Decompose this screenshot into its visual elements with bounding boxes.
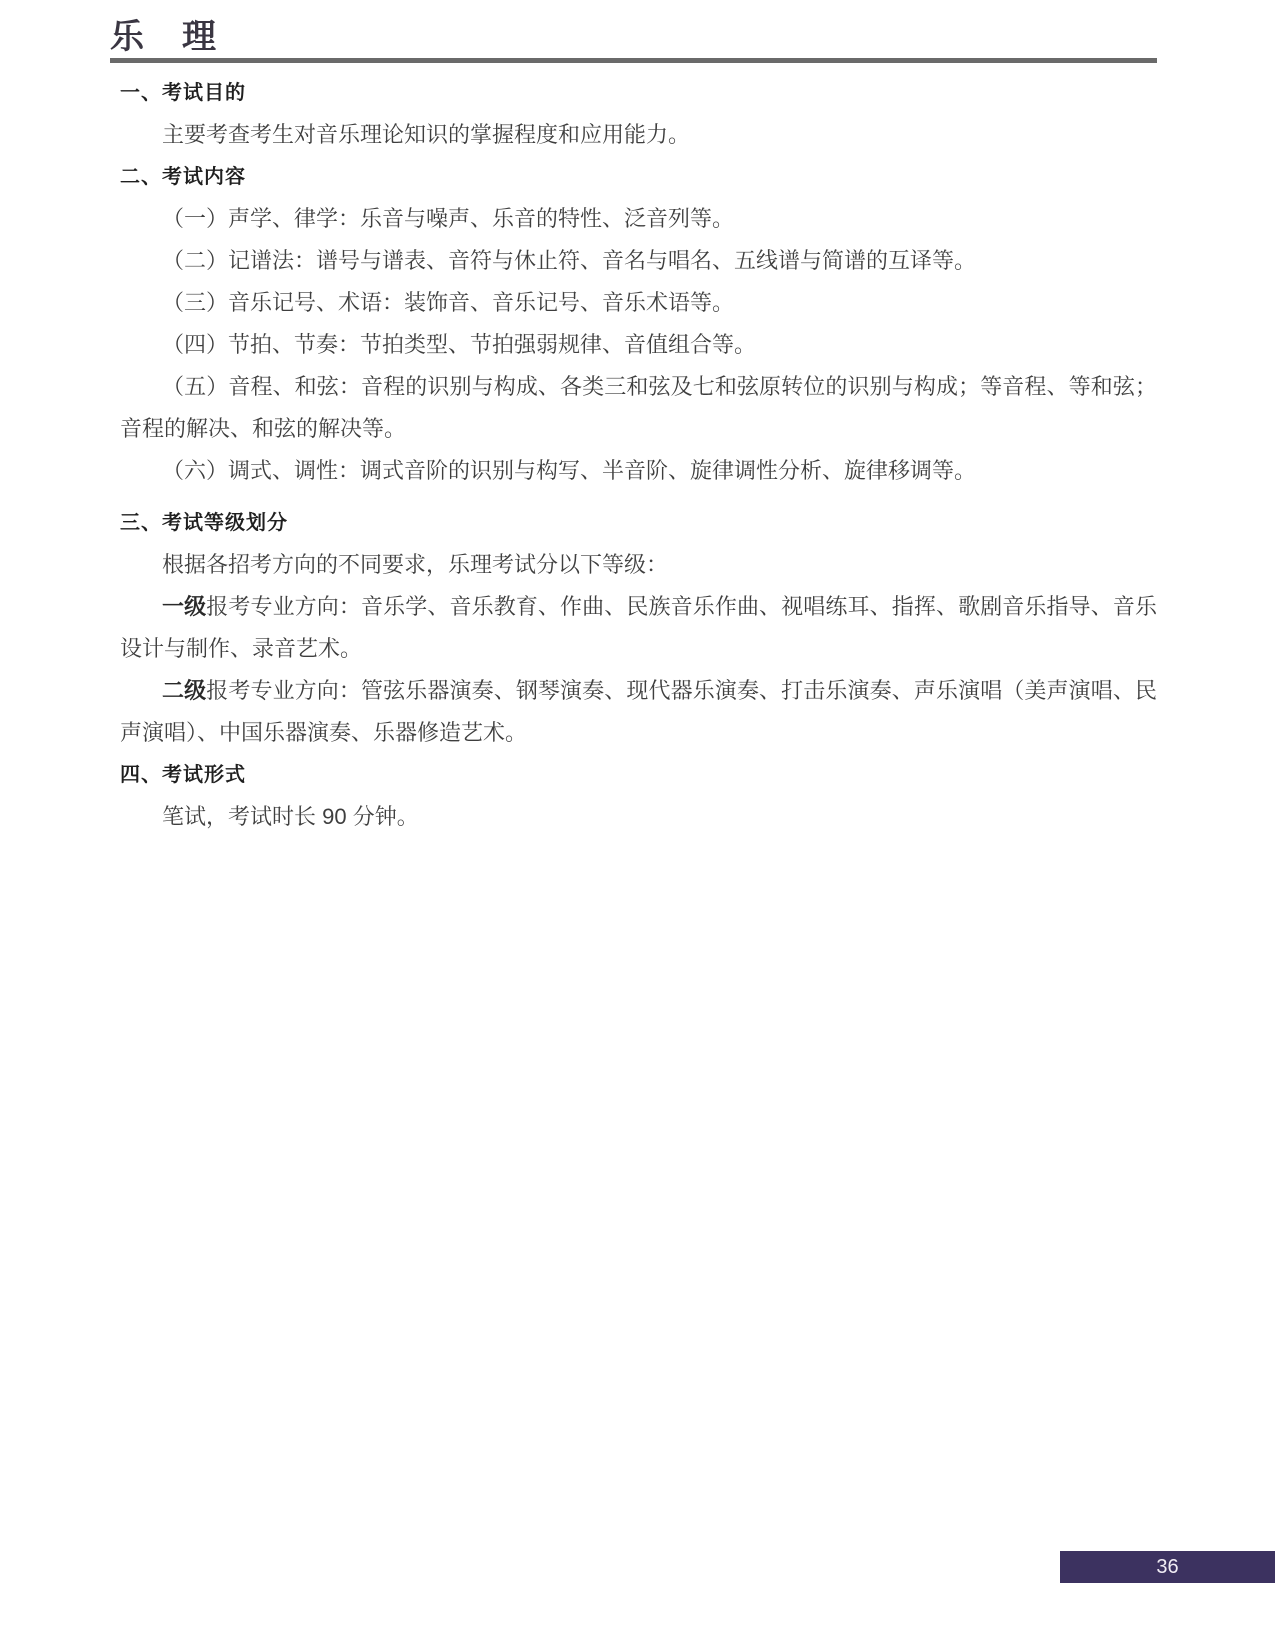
list-item-meter-rhythm: （四）节拍、节奏：节拍类型、节拍强弱规律、音值组合等。 [162,332,757,357]
level-one-label: 一级 [162,594,207,619]
section-heading-exam-levels: 三、考试等级划分 [120,512,288,534]
level-two-label: 二级 [162,678,207,703]
paragraph-exam-purpose: 主要考查考生对音乐理论知识的掌握程度和应用能力。 [162,122,691,147]
section-heading-exam-format: 四、考试形式 [120,764,246,786]
list-item-notation: （二）记谱法：谱号与谱表、音符与休止符、音名与唱名、五线谱与简谱的互译等。 [162,248,977,273]
section-exam-format [120,754,1157,838]
page-number-badge [1060,1551,1275,1583]
title-underline [110,58,1157,63]
section-exam-content [120,156,1157,492]
section-exam-levels [120,502,1157,754]
list-item-intervals-chords: （五）音程、和弦：音程的识别与构成、各类三和弦及七和弦原转位的识别与构成；等音程、等和弦；音程的解决、和弦的解决等。 [120,374,1157,441]
paragraph-exam-format: 笔试，考试时长 90 分钟。 [162,804,419,829]
page-content [110,0,1157,838]
list-item-music-signs: （三）音乐记号、术语：装饰音、音乐记号、音乐术语等。 [162,290,735,315]
list-item-acoustics: （一）声学、律学：乐音与噪声、乐音的特性、泛音列等。 [162,206,735,231]
section-heading-exam-purpose: 一、考试目的 [120,82,246,104]
level-two-text: 报考专业方向：管弦乐器演奏、钢琴演奏、现代器乐演奏、打击乐演奏、声乐演唱（美声演唱、民声演唱）、中国乐器演奏、乐器修造艺术。 [120,678,1157,745]
paragraph-level-two [120,670,1157,754]
paragraph-levels-intro: 根据各招考方向的不同要求，乐理考试分以下等级： [162,552,669,577]
paragraph-level-one [120,586,1157,670]
page-number-text: 36 [1156,1555,1179,1578]
section-exam-purpose [120,72,1157,156]
list-item-mode-tonality: （六）调式、调性：调式音阶的识别与构写、半音阶、旋律调性分析、旋律移调等。 [162,458,977,483]
page-title: 乐 理 [110,17,218,57]
level-one-text: 报考专业方向：音乐学、音乐教育、作曲、民族音乐作曲、视唱练耳、指挥、歌剧音乐指导、音乐设计与制作、录音艺术。 [120,594,1157,661]
section-heading-exam-content: 二、考试内容 [120,166,246,188]
document-body [120,72,1157,838]
